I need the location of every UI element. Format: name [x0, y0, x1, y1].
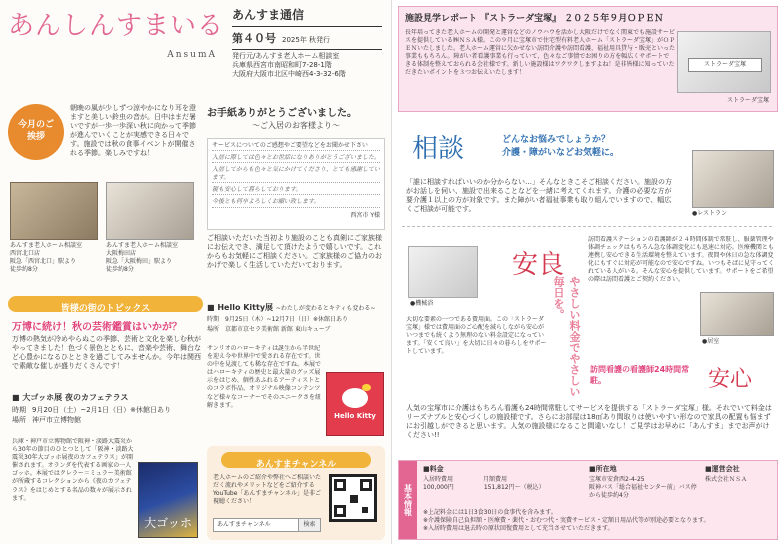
event2: [207, 302, 385, 334]
channel-box: [207, 446, 385, 540]
event2-text: サンリオのハローキティは誕生から半世紀を迎え今や世界中で愛される存在です。世の中を見渡しても稀な存在ですね。本展ではハローキティの歴史と最大量のグッズ展示をはじめ、個性あふれるアーティストとのコラボ作品、オリジナル映像コンテンツなど様々なコーナーでそのユニークさを紐解きます。: [207, 345, 322, 409]
monthly-fee-value: 151,812円～（税込）: [483, 484, 545, 492]
topics-header: [8, 296, 203, 312]
logo: [8, 6, 223, 64]
report-body: 長年培ってきた老人ホームの開発と運営などのノウハウを活かし大阪だけでなく関東でも施設サービスを提供している㈱ＮＳＡ様。この９月に宝塚市で住宅型有料老人ホーム「ストラーダ宝塚」がＯＰＥＮいたしました。老人ホーム運営に欠かせない訪問介護や訪問看護、福祉用具貸与・販売といった事業ももちろん。障がい者看護事業も行っていて、色々なご事情でお困りの方を幅広くサポートできる体制を整えておられる会社様です。新しい施設様はワクワクしますよね！是非皆様に知っていただきたいポイントを３つお伝えいたします！: [405, 29, 675, 77]
peace-tagline: 訪問看護の看護師24時間常駐。: [590, 365, 690, 385]
section-divider: [402, 226, 772, 227]
restaurant-photo: [692, 150, 774, 208]
letter-line: サービスについてのご感想やご要望などをお聞かせ下さい: [212, 142, 380, 151]
location-value: 宝塚市安倉西2-4-25: [589, 476, 645, 484]
event1-place-row: [12, 416, 202, 425]
restaurant-caption: ●レストラン: [692, 210, 728, 217]
gogh-poster-title: 大ゴッホ: [144, 516, 192, 530]
relief-body: 大切な要素の一つである費用面。この「ストラーダ宝塚」様では費用面のご心配を減らしながら安心がいつまでも続くよう無理のない料金設定になっています。「安くて良い」を大切に日々の暮らしをサポートしています。: [406, 316, 547, 356]
letter-signature: 西宮市 Y様: [350, 211, 380, 219]
building-sign: ストラーダ宝塚: [688, 58, 762, 72]
address-1: 兵庫県西宮市南昭和町7-28-1階: [232, 61, 332, 70]
event2-place-row: [207, 326, 385, 334]
masthead-info: [232, 6, 382, 79]
channel-header: [221, 452, 371, 468]
qr-code-icon[interactable]: [329, 474, 377, 522]
thanks-body: ご相談いただいた当初より施設のことも真剣にご家族様にお伝えでき、満足して頂けたようで嬉しいです。これからもお気軽にご相談ください。ご家族様のご協力のおかげで楽しく生活していただいております。: [207, 234, 382, 270]
event1-title: ■ 大ゴッホ展 夜のカフェテラス: [12, 392, 202, 403]
event2-period-row: [207, 316, 385, 324]
bath-caption: ●機械浴: [410, 300, 434, 307]
channel-search-button[interactable]: 検索: [299, 518, 321, 532]
logo-sub: AnsumA: [167, 50, 217, 60]
topics-headline: 万博に続け！秋の芸術鑑賞はいかが？: [12, 322, 182, 333]
entry-fee-label: 入居時費用: [423, 476, 454, 484]
info-side-label: 基本情報: [399, 461, 417, 539]
letter-line: 入居に際しては色々とお世話になりありがとうございました。: [212, 154, 380, 163]
kitty-face-icon: [342, 388, 368, 408]
location-access: 阪神バス「総合福祉センター前」バス停から徒歩約4分: [589, 484, 697, 500]
letter-line: 親も安心して暮らしております。: [212, 186, 380, 195]
issue-number: 第４０号: [232, 32, 276, 45]
logo-text: あんしんすまいる: [8, 11, 225, 41]
event1-place-label: 場所: [12, 416, 26, 425]
issue-season: 2025年 秋発行: [282, 36, 331, 44]
info-notes: [423, 509, 775, 533]
greeting-badge-text: 今月のご挨拶: [17, 120, 54, 142]
peace-body: 訪問看護ステーションの看護師が２４時間体制で常駐し、服薬管理や体調チェックはもちろん急な体調変化にも迅速に対応。医療機関とも連携し安心できる生活環境を整えています。夜間や休日の急な体調変化にもすぐに対応が可能なので安心ですね。いつもそばに見守ってくれている人がいる。そんな安心を提供しています。サポートをご希望の際は訪問看護とご契約ください。: [588, 236, 774, 284]
kitty-poster-title: Hello Kitty: [334, 412, 376, 420]
office-photo-umeda: [106, 182, 194, 240]
relief-vertical-tagline: やさしい料金でやさしい毎日を。: [552, 276, 581, 397]
event1-period: 9月20日（土）~2月1日（日）※休館日あり: [32, 406, 171, 414]
office-photo-nishinomiya: [10, 182, 98, 240]
operator-label: ■運営会社: [705, 465, 740, 473]
issue-line: [232, 26, 382, 46]
event1: [12, 392, 202, 425]
greeting-text: 朝晩の風が少しずつ涼やかになり耳を澄ますと美しい鈴虫の音が。日中はまだ暑いですが一歩一歩深い秋に向かって季節が進んでいくことが実感できる日々です。施設では秋の食事イベントが開催される季節。楽しみですね！: [70, 104, 196, 158]
report-title: 施設見学レポート 『ストラーダ宝塚』 ２０２５年９月ＯＰＥＮ: [405, 14, 664, 24]
info-box: [398, 460, 778, 540]
info-fee: [423, 465, 573, 492]
operator-value: 株式会社ＮＳＡ: [705, 476, 748, 484]
fee-label: ■料金: [423, 465, 444, 473]
event1-period-row: [12, 406, 202, 415]
event1-period-label: 時期: [12, 406, 26, 414]
info-note: ※介護保険自己負担額・医療費・薬代・おむつ代・実費サービス・定額日用品代等が別途必要となります。: [423, 517, 710, 525]
monthly-fee-label: 月額費用: [483, 476, 508, 484]
channel-header-text: あんすまチャンネル: [255, 460, 337, 470]
consult-heading: 相談: [412, 134, 465, 164]
event1-text: 兵庫・神戸市立博物館で阪神・淡路大震災から30年の節目のひとつとして「阪神・淡路大震災30年大ゴッホ展夜のカフェテラス」が開催されます。オランダを代表する画家の一人ゴッホ。本展ではクレラー＝ミュラー美術館が所蔵するコレクションから《夜のカフェテラス》をはじめとする名品の数々が展示されます。: [12, 438, 134, 502]
fee-labels-row: [423, 476, 573, 484]
channel-text: 老人ホームのご紹介や弊社へご相談いただく流れやメリットなどをご紹介するYouTube「あんすまチャンネル」是非ご視聴ください！: [213, 474, 322, 506]
peace-heading: 安心: [708, 367, 753, 392]
channel-search-input[interactable]: あんすまチャンネル: [213, 518, 299, 532]
event2-place: 京都市京セラ美術館 新館 東山キューブ: [225, 326, 331, 334]
right-page: [391, 0, 782, 544]
paper-title: あんすま通信: [232, 8, 305, 22]
thanks-title: お手紙ありがとうございました。: [207, 108, 357, 119]
address-2: 大阪府大阪市北区中崎西4-3-32-6階: [232, 70, 346, 79]
event1-place: 神戸市立博物館: [32, 416, 81, 425]
consult-tagline-1: どんなお悩みでしょうか？: [502, 135, 611, 145]
office-caption-nishinomiya: あんすま老人ホーム相談室 西宮北口店 阪急「西宮北口」駅より 徒歩約8分: [10, 242, 83, 274]
channel-search: [213, 518, 321, 532]
publisher-block: [232, 49, 382, 79]
publisher: 発行元/あんすま老人ホーム相談室: [232, 52, 340, 60]
fee-values-row: [423, 484, 573, 492]
consult-body: 「誰に相談すればいいのか分からない…」そんなときこそご相談ください。施設の方がお話しを伺い、施設で出来ることなどを一緒に考えてくれます。介護の必要な方が要介護１以上の方が対象です。また障がい者福祉事業も取り組んでいますので、幅広くご相談が可能です。: [406, 178, 672, 214]
building-photo: [677, 31, 771, 93]
report-box: [398, 6, 778, 112]
event2-place-label: 場所: [207, 326, 220, 334]
building-caption: ストラーダ宝塚: [726, 97, 769, 104]
relief-heading: 安良: [512, 250, 565, 280]
bath-photo: [408, 246, 478, 298]
event2-title: ■ Hello Kitty展: [207, 303, 273, 312]
room-photo: [700, 292, 774, 336]
info-note: ※入居時費用は退去時の原状回復費用として充当させていただきます。: [423, 525, 614, 533]
letter-line: 今後とも何卒よろしくお願い致します。: [212, 198, 380, 207]
thanks-subtitle: ～ご入居のお客様より～: [252, 121, 340, 130]
room-caption: ●居室: [702, 338, 720, 345]
consult-tagline-2: 介護・障がいなどお気軽に。: [502, 148, 620, 158]
gogh-poster: [138, 462, 198, 538]
event2-header: [207, 302, 385, 313]
topics-header-text: 皆様の街のトピックス: [60, 304, 151, 314]
location-label: ■所在地: [589, 465, 617, 473]
letter-line: 入居してからも色々と気にかけてくださり、とても感謝しています。: [212, 166, 380, 183]
info-location: [589, 465, 699, 500]
event2-subtitle: ~わたしが変わるとキティも変わる~: [275, 305, 376, 312]
info-note: ※上記料金には1日3食30日の食事代を含みます。: [423, 509, 557, 516]
info-operator: [705, 465, 775, 484]
letter-card: [207, 138, 385, 230]
event2-period-label: 時期: [207, 316, 220, 323]
kitty-poster: [326, 372, 384, 436]
thanks-section: [207, 104, 385, 131]
entry-fee-value: 100,000円: [423, 484, 454, 492]
summary-text: 人気の宝塚市に介護はもちろん看護も24時間常駐してサービスを提供する「ストラーダ宝塚」様。それでいて料金はリーズナブルと安心づくしの施設様です。さらにお部屋は18㎡あり間取りは使いやすい形なので家具の配置も悩まずにお引越しができると思います。人気の施設様になること間違いなし！ご見学はお早めに「あんすま」までお声がけください!!: [406, 404, 772, 440]
greeting-badge: [8, 104, 64, 160]
office-caption-umeda: あんすま老人ホーム相談室 大阪梅田店 阪急「大阪梅田」駅より 徒歩約8分: [106, 242, 179, 274]
topics-intro: 万博の熱気が冷めやらぬこの季節、芸術と文化を楽しむ秋がやってきました！色づく景色とともに、音楽や芸術、舞台など心豊かになるひとときを過ごしてみませんか。今年は関西で素敵な催しが盛りだくさんです！: [12, 335, 201, 371]
event2-period: 9月25日（木）~12月7日（日）※休館日あり: [225, 316, 348, 323]
